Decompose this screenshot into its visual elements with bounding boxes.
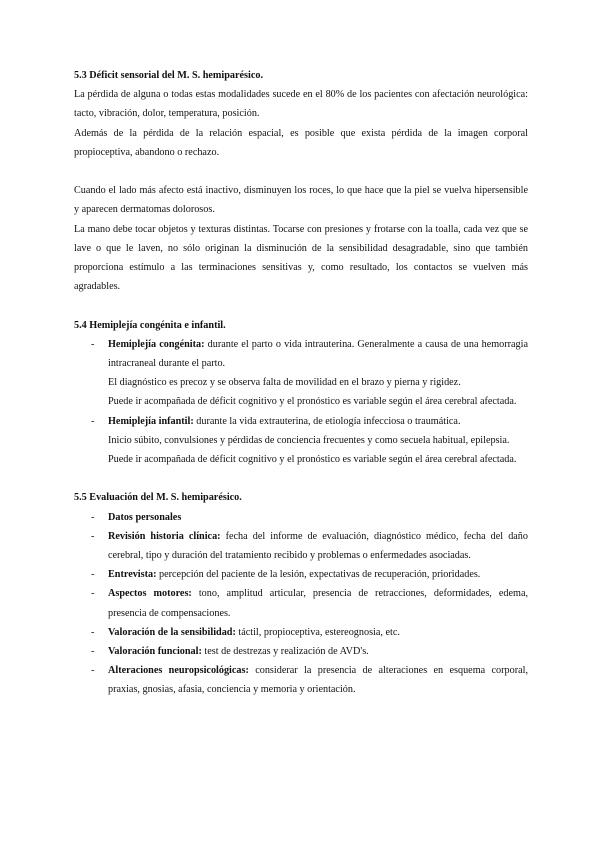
- section-5-5-heading: 5.5 Evaluación del M. S. hemiparésico.: [74, 492, 242, 504]
- section-5-3-paragraph-2: Además de la pérdida de la relación espacial, es posible que exista pérdida de la imagen corporal propioceptiva, abandono o rechazo.: [74, 127, 528, 158]
- list-item-term: Alteraciones neuropsicológicas:: [108, 665, 249, 677]
- list-item-alteraciones-neuropsicologicas: [74, 661, 528, 699]
- list-item-text: test de destrezas y realización de AVD's.: [201, 646, 369, 658]
- spacer: [74, 162, 528, 181]
- list-item-text: fecha del informe de evaluación, diagnóstico médico, fecha del daño cerebral, tipo y duración del tratamiento recibido y problemas o enfermedades asociadas.: [108, 530, 528, 562]
- list-item-text: tono, amplitud articular, presencia de retracciones, deformidades, edema, presencia de compensaciones.: [108, 588, 529, 619]
- list-item-term: Aspectos motores:: [108, 588, 192, 600]
- list-item-revision-historia: [74, 527, 528, 565]
- section-5-4-list: [74, 335, 528, 469]
- section-5-3-paragraph-1: La pérdida de alguna o todas estas modalidades sucede en el 80% de los pacientes con afectación neurológica: tacto, vibración, dolor, temperatura, posición.: [74, 89, 528, 120]
- list-item-text: táctil, propioceptiva, estereognosia, etc.: [235, 626, 400, 638]
- list-item-text: percepción del paciente de la lesión, expectativas de recuperación, prioridades.: [156, 569, 481, 581]
- section-5-4-heading: 5.4 Hemiplejía congénita e infantil.: [74, 319, 226, 331]
- list-item-valoracion-funcional: [74, 642, 528, 661]
- list-item-term: Valoración funcional:: [108, 646, 202, 658]
- list-item-term: Valoración de la sensibilidad:: [108, 626, 236, 638]
- list-item-detail: El diagnóstico es precoz y se observa falta de movilidad en el brazo y pierna y rigidez.: [108, 377, 461, 389]
- list-item-text: considerar la presencia de alteraciones en esquema corporal, praxias, gnosias, afasia, conciencia y memoria y orientación.: [108, 665, 528, 696]
- list-item-datos-personales: [74, 508, 528, 527]
- list-item-term: Revisión historia clínica:: [108, 530, 221, 542]
- section-5-5-list: [74, 508, 528, 700]
- list-item-body: [108, 335, 528, 373]
- section-5-3-paragraph-3: Cuando el lado más afecto está inactivo, disminuyen los roces, lo que hace que la piel se vuelva hipersensible y aparecen dermatomas dolorosos.: [74, 185, 528, 216]
- list-item-term: Datos personales: [108, 511, 182, 523]
- list-item-body: [108, 412, 528, 431]
- list-item-text: durante el parto o vida intrauterina. Generalmente a causa de una hemorragia intracraneal durante el parto.: [108, 338, 528, 370]
- section-5-3-heading: 5.3 Déficit sensorial del M. S. hemiparésico.: [74, 70, 264, 81]
- section-5-3-paragraph-4: La mano debe tocar objetos y texturas distintas. Tocarse con presiones y frotarse con la toalla, cada vez que se lave o que le laven, no sólo originan la disminución de la sensibilidad desagradable, sino que también proporciona estímulo a las terminaciones sensitivas y, como resultado, los contactos se vuelven más agradables.: [74, 223, 528, 293]
- list-item-hemiplejia-infantil: [74, 412, 528, 470]
- list-item-text: durante la vida extrauterina, de etiología infecciosa o traumática.: [193, 415, 461, 427]
- list-item-detail: Inicio súbito, convulsiones y pérdidas de conciencia frecuentes y como secuela habitual, epilepsia.: [108, 434, 510, 446]
- list-item-term: Hemiplejía infantil:: [108, 415, 194, 427]
- list-item-term: Hemiplejía congénita:: [108, 338, 205, 350]
- list-item-valoracion-sensibilidad: [74, 623, 528, 642]
- document-page: [74, 66, 528, 700]
- list-item-detail: Puede ir acompañada de déficit cognitivo y el pronóstico es variable según el área cerebral afectada.: [108, 396, 517, 408]
- list-item-hemiplejia-congenita: [74, 335, 528, 412]
- list-item-detail: Puede ir acompañada de déficit cognitivo y el pronóstico es variable según el área cerebral afectada.: [108, 454, 517, 466]
- spacer: [74, 296, 528, 315]
- list-item-aspectos-motores: [74, 584, 528, 622]
- list-item-entrevista: [74, 565, 528, 584]
- list-item-term: Entrevista:: [108, 569, 157, 581]
- spacer: [74, 469, 528, 488]
